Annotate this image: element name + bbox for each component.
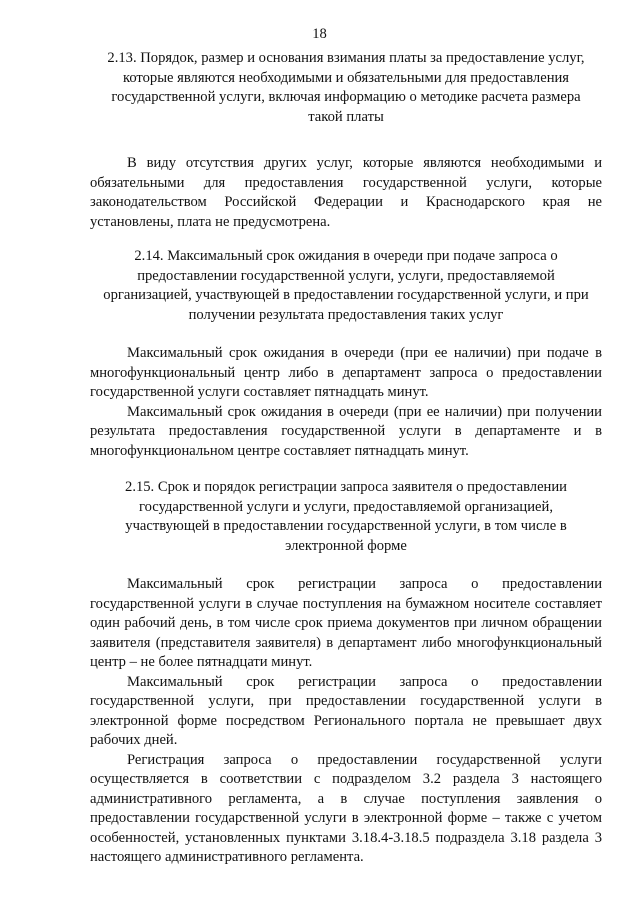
paragraph: В виду отсутствия других услуг, которые являются необходимыми и обязательными для предоставления государственной услуги, которые законодательством Российской Федерации и Краснодарского края не установлены, плата не предусмотрена. xyxy=(90,155,602,230)
paragraph: Максимальный срок ожидания в очереди (при ее наличии) при получении результата предоставления государственной услуги в департаменте и в многофункциональном центре составляет пятнадцать минут. xyxy=(90,403,602,459)
section-2-15 xyxy=(90,478,602,868)
section-2-13 xyxy=(90,49,602,232)
paragraph: Максимальный срок регистрации запроса о предоставлении государственной услуги в случае поступления на бумажном носителе составляет один рабочий день, в том числе срок приема документов при личном обращении заявителя (представителя заявителя) в департамент либо многофункциональный центр – не более пятнадцати минут. xyxy=(90,576,602,670)
paragraph: Регистрация запроса о предоставлении государственной услуги осуществляется в соответствии с подразделом 3.2 раздела 3 настоящего административного регламента, а в случае поступления заявления о предоставлении государственной услуги в электронной форме – также с учетом особенностей, установленных пунктами 3.18.4-3.18.5 подраздела 3.18 раздела 3 настоящего административного регламента. xyxy=(90,751,602,865)
page-number: 18 xyxy=(312,26,327,42)
paragraph: Максимальный срок регистрации запроса о предоставлении государственной услуги, при предоставлении государственной услуги в электронной форме посредством Регионального портала не превышает двух рабочих дней. xyxy=(90,673,602,748)
page-content xyxy=(90,49,602,883)
section-title: 2.13. Порядок, размер и основания взимания платы за предоставление услуг, которые являются необходимыми и обязательными для предоставления государственной услуги, включая информацию о методике расчета размера такой платы xyxy=(107,50,585,125)
section-title: 2.15. Срок и порядок регистрации запроса заявителя о предоставлении государственной услуги и услуги, предоставляемой организацией, участвующей в предоставлении государственной услуги, в том числе в электронной форме xyxy=(125,479,567,554)
section-2-14 xyxy=(90,247,602,461)
section-title: 2.14. Максимальный срок ожидания в очереди при подаче запроса о предоставлении государственной услуги, услуги, предоставляемой организацией, участвующей в предоставлении государственной услуги, и при получении результата предоставления таких услуг xyxy=(103,248,589,323)
paragraph: Максимальный срок ожидания в очереди (при ее наличии) при подаче в многофункциональный центр либо в департамент запроса о предоставлении государственной услуги составляет пятнадцать минут. xyxy=(90,345,602,400)
